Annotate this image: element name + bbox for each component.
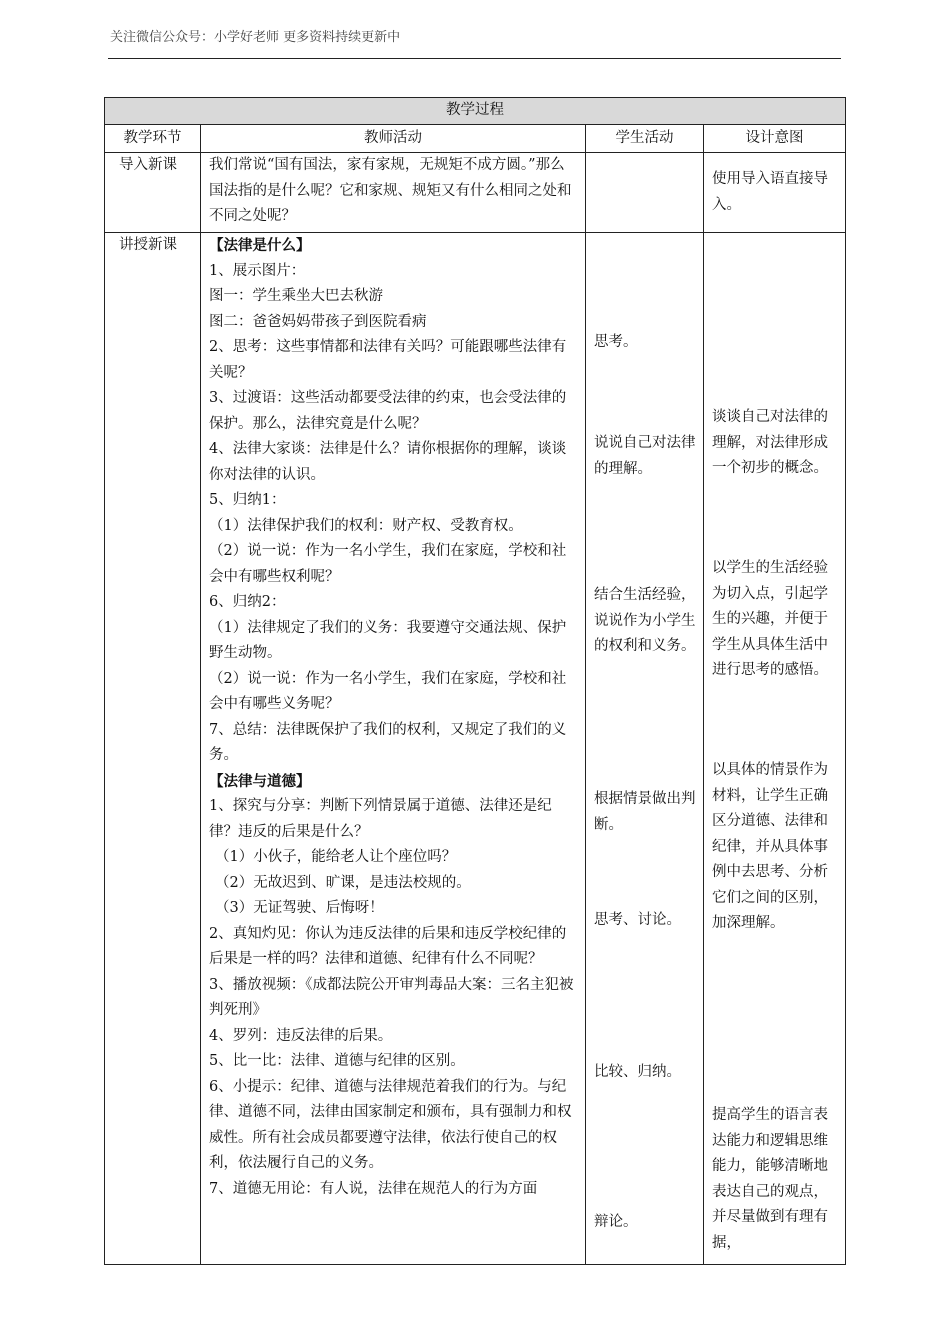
intent-note: 谈谈自己对法律的理解，对法律形成一个初步的概念。 xyxy=(712,409,828,476)
teacher-line: 5、比一比：法律、道德与纪律的区别。 xyxy=(209,1053,465,1069)
student-note: 辩论。 xyxy=(594,1214,638,1230)
teacher-line: （2）说一说：作为一名小学生，我们在家庭，学校和社会中有哪些权利呢？ xyxy=(209,543,567,585)
column-header-teacher: 教师活动 xyxy=(201,125,586,153)
teacher-line: 7、道德无用论：有人说，法律在规范人的行为方面 xyxy=(209,1180,538,1197)
student-note: 思考。 xyxy=(594,334,638,350)
header-divider xyxy=(108,58,841,59)
teacher-line: 1、探究与分享：判断下列情景属于道德、法律还是纪律？违反的后果是什么？ xyxy=(209,798,552,840)
teacher-line: 6、归纳2： xyxy=(209,594,286,610)
intent-note: 以具体的情景作为材料，让学生正确区分道德、法律和纪律，并从具体事例中去思考、分析它们之间的区别，加深理解。 xyxy=(712,762,828,931)
teacher-line: （2）说一说：作为一名小学生，我们在家庭，学校和社会中有哪些义务呢？ xyxy=(209,670,567,712)
intro-teacher-cell: 我们常说“国有国法，家有家规，无规矩不成方圆。”那么国法指的是什么呢？它和家规、规矩又有什么相同之处和不同之处呢？ xyxy=(201,153,586,233)
teacher-line: 5、归纳1： xyxy=(209,492,286,508)
table-title: 教学过程 xyxy=(105,98,846,125)
teacher-line: 2、真知灼见：你认为违反法律的后果和违反学校纪律的后果是一样的吗？法律和道德、纪律有什么不同呢？ xyxy=(209,925,567,967)
teacher-line: 1、展示图片： xyxy=(209,262,306,279)
main-intent-cell xyxy=(704,233,846,1265)
teacher-line: （1）小伙子，能给老人让个座位吗？ xyxy=(215,849,457,865)
student-note: 比较、归纳。 xyxy=(594,1064,681,1080)
teacher-line: （2）无故迟到、旷课，是违法校规的。 xyxy=(215,874,471,891)
teacher-line: 图二：爸爸妈妈带孩子到医院看病 xyxy=(209,313,427,330)
teacher-line: 6、小提示：纪律、道德与法律规范着我们的行为。与纪律、道德不同，法律由国家制定和颁布，具有强制力和权威性。所有社会成员都要遵守法律，依法行使自己的权利，依法履行自己的义务。 xyxy=(209,1078,572,1171)
column-header-intent: 设计意图 xyxy=(704,125,846,153)
teacher-line: （3）无证驾驶、后悔呀！ xyxy=(215,900,384,916)
teacher-line: 4、罗列：违反法律的后果。 xyxy=(209,1027,393,1044)
teacher-line: （1）法律规定了我们的义务：我要遵守交通法规、保护野生动物。 xyxy=(209,619,567,661)
teacher-line: 3、播放视频：《成都法院公开审判毒品大案：三名主犯被判死刑》 xyxy=(209,976,574,1018)
student-note: 说说自己对法律的理解。 xyxy=(594,435,696,477)
main-stage-cell: 讲授新课 xyxy=(105,233,201,1265)
teacher-line: 4、法律大家谈：法律是什么？请你根据你的理解，谈谈你对法律的认识。 xyxy=(209,441,567,483)
intent-note: 提高学生的语言表达能力和逻辑思维能力，能够清晰地表达自己的观点，并尽量做到有理有据， xyxy=(712,1107,828,1251)
student-note: 思考、讨论。 xyxy=(594,912,681,928)
main-teacher-cell xyxy=(201,233,586,1265)
student-note: 根据情景做出判断。 xyxy=(594,791,696,833)
teacher-line: （1）法律保护我们的权利：财产权、受教育权。 xyxy=(209,517,523,534)
column-header-stage: 教学环节 xyxy=(105,125,201,153)
teacher-line: 2、思考：这些事情都和法律有关吗？可能跟哪些法律有关呢？ xyxy=(209,339,567,381)
main-student-cell xyxy=(586,233,704,1265)
page-header-text: 关注微信公众号：小学好老师 更多资料持续更新中 xyxy=(110,30,401,45)
intro-student-cell xyxy=(586,153,704,233)
teacher-line: 图一：学生乘坐大巴去秋游 xyxy=(209,288,383,304)
intro-stage-cell: 导入新课 xyxy=(105,153,201,233)
section-heading: 【法律是什么】 xyxy=(209,237,311,254)
section-heading: 【法律与道德】 xyxy=(209,772,311,790)
student-note: 结合生活经验，说说作为小学生的权利和义务。 xyxy=(594,587,696,654)
column-header-student: 学生活动 xyxy=(586,125,704,153)
teaching-process-table xyxy=(104,97,846,1265)
intent-note: 以学生的生活经验为切入点，引起学生的兴趣，并便于学生从具体生活中进行思考的感悟。 xyxy=(712,560,828,678)
intro-intent-cell: 使用导入语直接导入。 xyxy=(704,153,846,233)
teacher-line: 7、总结：法律既保护了我们的权利，又规定了我们的义务。 xyxy=(209,721,567,763)
teacher-line: 3、过渡语：这些活动都要受法律的约束，也会受法律的保护。那么，法律究竟是什么呢？ xyxy=(209,390,567,432)
